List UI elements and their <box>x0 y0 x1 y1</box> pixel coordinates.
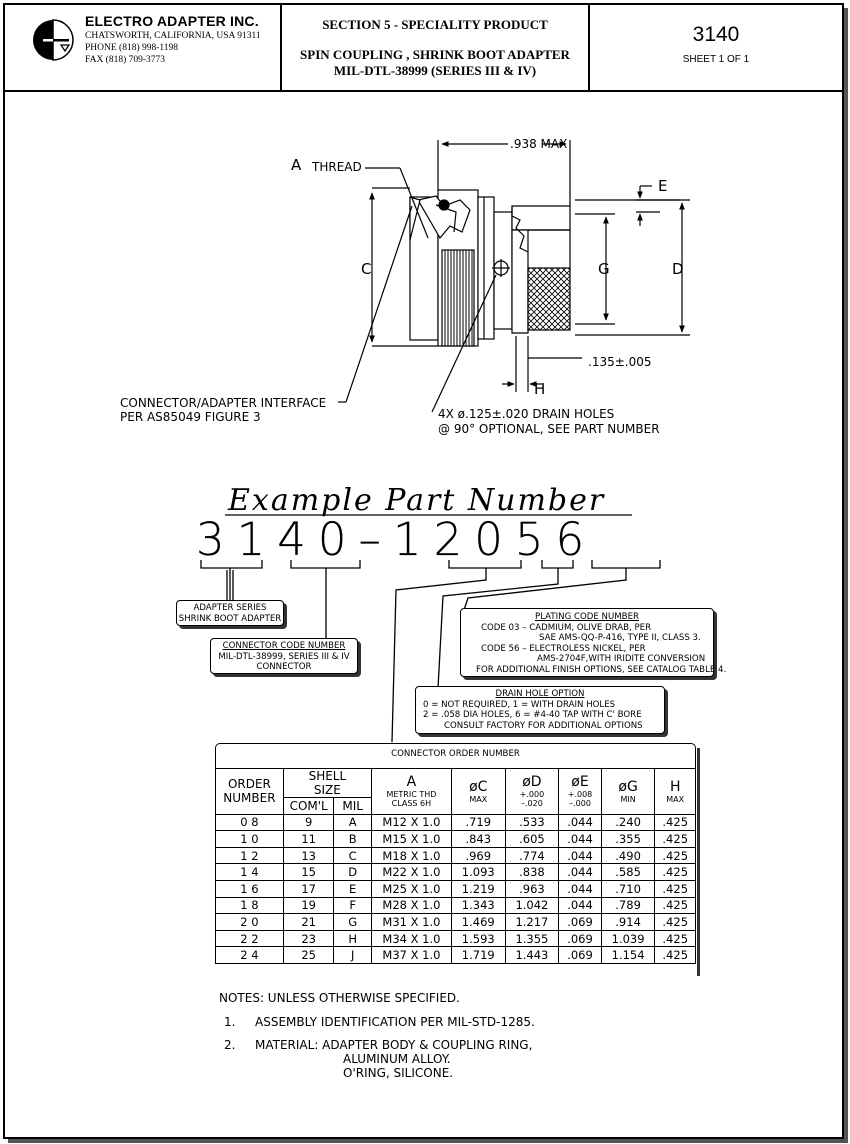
drain-note-line2: @ 90° OPTIONAL, SEE PART NUMBER <box>438 422 660 436</box>
note-2-text: MATERIAL: ADAPTER BODY & COUPLING RING, <box>255 1038 533 1052</box>
cell-thread-a: M34 X 1.0 <box>371 930 451 947</box>
cell-dim-h: .425 <box>655 914 696 931</box>
cell-dia-c: 1.093 <box>451 864 505 881</box>
company-phone: PHONE (818) 998-1198 <box>85 43 179 53</box>
cell-thread-a: M15 X 1.0 <box>371 831 451 848</box>
table-row <box>216 947 696 964</box>
col-header-order: ORDER NUMBER <box>216 769 284 815</box>
cell-dia-c: 1.343 <box>451 897 505 914</box>
cell-dim-h: .425 <box>655 864 696 881</box>
cell-order-number: 1 6 <box>216 880 284 897</box>
table-row <box>216 847 696 864</box>
cell-dia-e: .069 <box>559 947 602 964</box>
table-row <box>216 831 696 848</box>
drain-hole-option-line: CONSULT FACTORY FOR ADDITIONAL OPTIONS <box>444 720 643 731</box>
drain-hole-option-line: 2 = .058 DIA HOLES, 6 = #4-40 TAP WITH C' BORE <box>423 710 642 721</box>
cell-dia-d: .605 <box>505 831 559 848</box>
cell-thread-a: M22 X 1.0 <box>371 864 451 881</box>
company-address: CHATSWORTH, CALIFORNIA, USA 91311 <box>85 31 261 41</box>
cell-dia-e: .044 <box>559 880 602 897</box>
cell-dia-g: .585 <box>601 864 655 881</box>
cell-order-number: 1 2 <box>216 847 284 864</box>
cell-dia-d: .963 <box>505 880 559 897</box>
cell-dia-e: .069 <box>559 914 602 931</box>
drain-hole-option-callout <box>415 686 665 734</box>
plating-code-line: CODE 03 – CADMIUM, OLIVE DRAB, PER <box>481 622 652 633</box>
cell-order-number: 2 2 <box>216 930 284 947</box>
cell-thread-a: M28 X 1.0 <box>371 897 451 914</box>
cell-dim-h: .425 <box>655 847 696 864</box>
dim-a-label: A <box>291 156 302 174</box>
cell-shell-coml: 17 <box>283 880 334 897</box>
cell-dim-h: .425 <box>655 880 696 897</box>
cell-shell-mil: B <box>334 831 371 848</box>
example-part-number: 3140–12056 <box>196 513 597 566</box>
dim-135-label: .135±.005 <box>588 355 652 369</box>
sheet-shadow-bottom <box>8 1139 848 1143</box>
cell-order-number: 0 8 <box>216 814 284 831</box>
table-row <box>216 880 696 897</box>
cell-dia-e: .069 <box>559 930 602 947</box>
cell-dim-h: .425 <box>655 831 696 848</box>
cell-shell-mil: G <box>334 914 371 931</box>
plating-code-title: PLATING CODE NUMBER <box>535 612 639 622</box>
col-header-h: H MAX <box>655 769 696 815</box>
dim-e-label: E <box>658 177 668 195</box>
document-number: 3140 <box>692 23 740 46</box>
note-2-number: 2. <box>224 1038 236 1052</box>
cell-dim-h: .425 <box>655 947 696 964</box>
series-callout-line: SHRINK BOOT ADAPTER <box>178 613 282 624</box>
cell-thread-a: M31 X 1.0 <box>371 914 451 931</box>
cell-dia-e: .044 <box>559 814 602 831</box>
cell-shell-mil: A <box>334 814 371 831</box>
col-header-c: øC MAX <box>451 769 505 815</box>
cell-dia-d: 1.355 <box>505 930 559 947</box>
dim-d-label: D <box>672 260 684 278</box>
table-row <box>216 930 696 947</box>
cell-shell-mil: E <box>334 880 371 897</box>
cell-dia-c: 1.219 <box>451 880 505 897</box>
cell-dia-e: .044 <box>559 847 602 864</box>
notes-heading: NOTES: UNLESS OTHERWISE SPECIFIED. <box>219 991 460 1005</box>
cell-order-number: 2 4 <box>216 947 284 964</box>
cell-shell-coml: 9 <box>283 814 334 831</box>
col-header-coml: COM'L <box>283 798 334 815</box>
sheet-number: SHEET 1 OF 1 <box>682 54 750 65</box>
cell-dia-e: .044 <box>559 897 602 914</box>
order-table-body <box>216 814 696 963</box>
col-header-g: øG MIN <box>601 769 655 815</box>
cell-thread-a: M37 X 1.0 <box>371 947 451 964</box>
cell-dia-g: .710 <box>601 880 655 897</box>
note-2-text: O'RING, SILICONE. <box>343 1066 454 1080</box>
cell-thread-a: M12 X 1.0 <box>371 814 451 831</box>
cell-dia-c: .719 <box>451 814 505 831</box>
cell-shell-coml: 15 <box>283 864 334 881</box>
cell-shell-coml: 11 <box>283 831 334 848</box>
series-callout-line: ADAPTER SERIES <box>193 603 267 613</box>
cell-dim-h: .425 <box>655 814 696 831</box>
drain-hole-option-line: 0 = NOT REQUIRED, 1 = WITH DRAIN HOLES <box>423 699 616 710</box>
table-row <box>216 914 696 931</box>
cell-shell-coml: 25 <box>283 947 334 964</box>
cell-shell-mil: J <box>334 947 371 964</box>
interface-note-line2: PER AS85049 FIGURE 3 <box>120 410 261 424</box>
plating-code-line: SAE AMS-QQ-P-416, TYPE II, CLASS 3. <box>539 633 701 644</box>
cell-shell-mil: D <box>334 864 371 881</box>
cell-order-number: 2 0 <box>216 914 284 931</box>
product-title-line1: SPIN COUPLING , SHRINK BOOT ADAPTER <box>300 47 570 62</box>
section-title: SECTION 5 - SPECIALITY PRODUCT <box>322 17 548 32</box>
connector-code-line: CONNECTOR <box>256 662 312 673</box>
connector-code-line: MIL-DTL-38999, SERIES III & IV <box>218 651 350 662</box>
example-part-number-title: Example Part Number <box>228 483 606 518</box>
cell-dia-e: .044 <box>559 864 602 881</box>
drain-note-line1: 4X ø.125±.020 DRAIN HOLES <box>438 407 615 421</box>
cell-dia-d: 1.217 <box>505 914 559 931</box>
cell-dia-c: .969 <box>451 847 505 864</box>
plating-code-line: FOR ADDITIONAL FINISH OPTIONS, SEE CATALOG TABLE 4. <box>476 664 727 675</box>
connector-code-callout <box>210 638 358 674</box>
plating-code-line: CODE 56 – ELECTROLESS NICKEL, PER <box>481 643 646 654</box>
order-table-caption: CONNECTOR ORDER NUMBER <box>215 743 696 768</box>
table-row <box>216 814 696 831</box>
cell-dia-c: 1.719 <box>451 947 505 964</box>
cell-dia-g: 1.039 <box>601 930 655 947</box>
cell-dia-c: .843 <box>451 831 505 848</box>
dim-h-label: H <box>534 380 546 398</box>
cell-dia-g: 1.154 <box>601 947 655 964</box>
cell-shell-coml: 23 <box>283 930 334 947</box>
note-2-text: ALUMINUM ALLOY. <box>343 1052 451 1066</box>
cell-shell-mil: H <box>334 930 371 947</box>
col-header-mil: MIL <box>334 798 371 815</box>
cell-order-number: 1 8 <box>216 897 284 914</box>
cell-shell-coml: 21 <box>283 914 334 931</box>
cell-dia-d: 1.443 <box>505 947 559 964</box>
order-table-shadow <box>697 748 700 976</box>
cell-shell-coml: 19 <box>283 897 334 914</box>
dim-c-label: C <box>361 260 372 278</box>
cell-dim-h: .425 <box>655 930 696 947</box>
interface-note-line1: CONNECTOR/ADAPTER INTERFACE <box>120 396 327 410</box>
series-callout <box>176 600 284 626</box>
cell-dia-g: .490 <box>601 847 655 864</box>
cell-order-number: 1 0 <box>216 831 284 848</box>
cell-dia-e: .044 <box>559 831 602 848</box>
table-row <box>216 897 696 914</box>
plating-code-callout <box>460 608 727 677</box>
cell-dia-g: .355 <box>601 831 655 848</box>
dim-g-label: G <box>598 260 610 278</box>
table-row <box>216 864 696 881</box>
plating-code-line: AMS-2704F,WITH IRIDITE CONVERSION <box>537 654 706 665</box>
company-fax: FAX (818) 709-3773 <box>85 55 166 65</box>
cell-dia-g: .914 <box>601 914 655 931</box>
cell-shell-mil: F <box>334 897 371 914</box>
col-header-d: øD +.000 –.020 <box>505 769 559 815</box>
col-header-a: A METRIC THD CLASS 6H <box>371 769 451 815</box>
col-header-shell: SHELL SIZE <box>283 769 371 798</box>
cell-dia-g: .240 <box>601 814 655 831</box>
cell-thread-a: M18 X 1.0 <box>371 847 451 864</box>
cell-dia-g: .789 <box>601 897 655 914</box>
dim-938-label: .938 MAX <box>510 137 568 151</box>
connector-order-table <box>215 768 696 964</box>
drain-hole-option-title: DRAIN HOLE OPTION <box>495 689 585 699</box>
cell-order-number: 1 4 <box>216 864 284 881</box>
note-1-number: 1. <box>224 1015 236 1029</box>
product-title-line2: MIL-DTL-38999 (SERIES III & IV) <box>333 63 537 78</box>
connector-code-title: CONNECTOR CODE NUMBER <box>222 641 346 651</box>
cell-dia-d: .533 <box>505 814 559 831</box>
company-name: ELECTRO ADAPTER INC. <box>85 13 259 29</box>
cell-dia-d: .774 <box>505 847 559 864</box>
cell-dia-c: 1.469 <box>451 914 505 931</box>
cell-dia-d: .838 <box>505 864 559 881</box>
dim-thread-label: THREAD <box>312 160 362 174</box>
cell-dia-d: 1.042 <box>505 897 559 914</box>
cell-shell-mil: C <box>334 847 371 864</box>
note-1-text: ASSEMBLY IDENTIFICATION PER MIL-STD-1285. <box>255 1015 535 1029</box>
cell-dia-c: 1.593 <box>451 930 505 947</box>
col-header-e: øE +.008 –.000 <box>559 769 602 815</box>
cell-dim-h: .425 <box>655 897 696 914</box>
cell-thread-a: M25 X 1.0 <box>371 880 451 897</box>
cell-shell-coml: 13 <box>283 847 334 864</box>
